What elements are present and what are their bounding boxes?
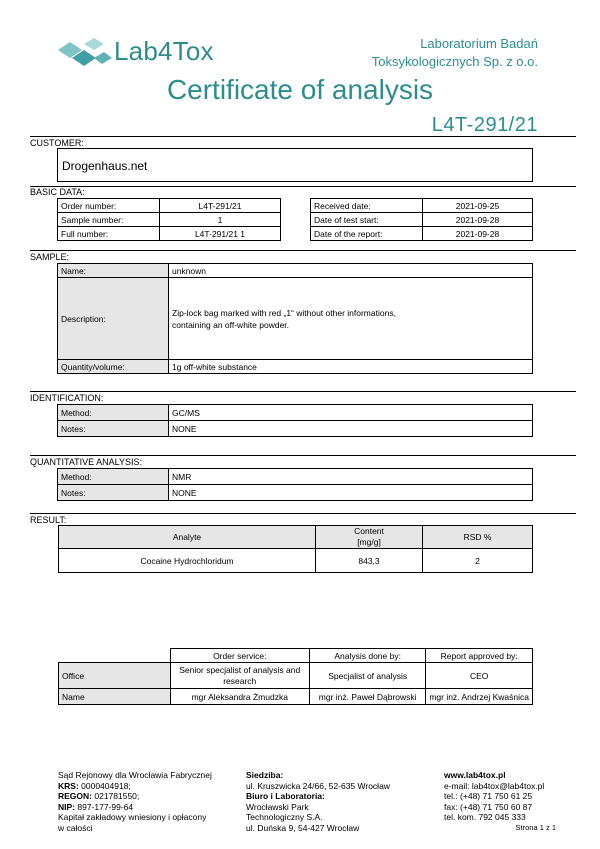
customer-name: Drogenhaus.net: [62, 159, 148, 173]
table-row: [58, 405, 533, 421]
name-label: Name: [59, 689, 171, 705]
lab-name-line1: Laboratorium Badań: [420, 36, 538, 51]
table-row: [58, 360, 533, 374]
sample-table: [57, 263, 533, 374]
table-row: [58, 469, 533, 485]
lab4tox-logo-icon: [56, 38, 114, 72]
siedziba-address: ul. Kruszwicka 24/66, 52-635 Wrocław: [246, 780, 390, 791]
table-row: [58, 199, 281, 213]
basic-data-heading: BASIC DATA:: [30, 187, 85, 197]
sample-description-label: Description:: [58, 278, 169, 360]
table-row: [58, 213, 281, 227]
office-label: Office: [59, 663, 171, 689]
table-row: [58, 264, 533, 278]
biuro-line1: Wrocławski Park: [246, 801, 309, 812]
name-analysis: mgr inż. Paweł Dąbrowski: [310, 689, 426, 705]
signatures-corner: [59, 649, 171, 663]
lab-name: [372, 35, 538, 71]
sample-description-value: [169, 278, 533, 360]
col-content-line2: [mg/g]: [357, 537, 381, 547]
name-approved: mgr inż. Andrzej Kwaśnica: [426, 689, 533, 705]
footer-company: [58, 770, 243, 833]
identification-method-value: GC/MS: [169, 405, 533, 421]
footer-capital-2: w całości: [58, 822, 93, 833]
identification-notes-value: NONE: [169, 421, 533, 437]
footer-regon: [58, 791, 243, 802]
col-content: [316, 526, 423, 549]
footer-nip: [58, 802, 243, 813]
page-number: Strona 1 z 1: [515, 822, 556, 832]
col-analysis-done: Analysis done by:: [310, 649, 426, 663]
full-number-label: Full number:: [58, 227, 160, 241]
identification-heading: IDENTIFICATION:: [30, 393, 104, 403]
footer-krs: [58, 781, 243, 792]
identification-table: [57, 404, 533, 437]
test-start-value: 2021-09-28: [423, 213, 533, 227]
office-order: [170, 663, 310, 689]
table-row: [59, 689, 533, 705]
col-report-approved: Report approved by:: [426, 649, 533, 663]
krs-value: 0000404918;: [78, 780, 131, 791]
received-date-value: 2021-09-25: [423, 199, 533, 213]
biuro-line3: ul. Duńska 9, 54-427 Wrocław: [246, 822, 360, 833]
sample-name-label: Name:: [58, 264, 169, 278]
regon-label: REGON:: [58, 791, 92, 801]
table-row: [59, 549, 533, 573]
report-date-label: Date of the report:: [311, 227, 423, 241]
quantity-value: 1g off-white substance: [169, 360, 533, 374]
description-line1: Zip-lock bag marked with red „1“ without other informations,: [172, 307, 396, 318]
col-content-line1: Content: [354, 526, 384, 536]
analyte-cell: Cocaine Hydrochloridum: [59, 549, 316, 573]
quantitative-table: [57, 468, 533, 501]
nip-value: 897-177-99-64: [75, 801, 134, 812]
sample-heading: SAMPLE:: [30, 252, 70, 262]
sample-name-value: unknown: [169, 264, 533, 278]
col-rsd: RSD %: [423, 526, 533, 549]
quantitative-method-label: Method:: [58, 469, 169, 485]
table-row: [59, 663, 533, 689]
basic-data-right-table: [310, 198, 533, 241]
order-number-value: L4T-291/21: [160, 199, 281, 213]
siedziba-label: Siedziba:: [246, 770, 284, 780]
footer-capital: Kapitał zakładowy wniesiony i opłacony: [58, 812, 207, 822]
page-title: Certificate of analysis: [166, 74, 434, 105]
footer-mobile-row: [444, 812, 564, 823]
quantitative-notes-label: Notes:: [58, 485, 169, 501]
office-analysis: Specjalist of analysis: [310, 663, 426, 689]
table-row: [311, 213, 533, 227]
report-date-value: 2021-09-28: [423, 227, 533, 241]
nip-label: NIP:: [58, 801, 75, 812]
table-row: [311, 199, 533, 213]
quantity-label: Quantity/volume:: [58, 360, 169, 374]
sample-number-value: 1: [160, 213, 281, 227]
identification-notes-label: Notes:: [58, 421, 169, 437]
table-row: [311, 227, 533, 241]
received-date-label: Received date:: [311, 199, 423, 213]
footer-mobile: tel. kom. 792 045 333: [444, 812, 526, 822]
identification-method-label: Method:: [58, 405, 169, 421]
col-order-service: Order service:: [170, 649, 310, 663]
quantitative-heading: QUANTITATIVE ANALYSIS:: [30, 457, 143, 467]
result-table: [58, 525, 533, 573]
quantitative-method-value: NMR: [169, 469, 533, 485]
table-header-row: [59, 526, 533, 549]
customer-heading: CUSTOMER:: [30, 138, 84, 148]
col-analyte: Analyte: [59, 526, 316, 549]
sample-number-label: Sample number:: [58, 213, 160, 227]
table-row: [58, 227, 281, 241]
biuro-line2: Technologiczny S.A.: [246, 812, 323, 822]
footer-address: [246, 770, 426, 833]
footer-fax: fax: (+48) 71 750 60 87: [444, 801, 533, 812]
logo-text: Lab4Tox: [114, 36, 214, 66]
footer-court: Sąd Rejonowy dla Wrocławia Fabrycznej: [58, 770, 212, 780]
rsd-cell: 2: [423, 549, 533, 573]
table-row: [58, 278, 533, 360]
table-row: [59, 649, 533, 663]
footer-website-link[interactable]: www.lab4tox.pl: [444, 770, 506, 780]
office-order-line1: Senior specjalist of analysis and: [179, 664, 301, 675]
full-number-value: L4T-291/21 1: [160, 227, 281, 241]
customer-box: [57, 148, 533, 182]
result-heading: RESULT:: [30, 515, 67, 525]
footer-email[interactable]: e-mail: lab4tox@lab4tox.pl: [444, 780, 545, 791]
table-row: [58, 485, 533, 501]
order-number-label: Order number:: [58, 199, 160, 213]
office-approved: CEO: [426, 663, 533, 689]
certificate-number: L4T-291/21: [431, 114, 538, 136]
test-start-label: Date of test start:: [311, 213, 423, 227]
content-cell: 843,3: [316, 549, 423, 573]
regon-value: 021781550;: [92, 791, 140, 801]
table-row: [58, 421, 533, 437]
signatures-table: [58, 648, 533, 705]
footer-phone: tel.: (+48) 71 750 61 25: [444, 791, 533, 801]
lab-name-line2: Toksykologicznych Sp. z o.o.: [371, 54, 538, 69]
name-order: mgr Aleksandra Żmudzka: [170, 689, 310, 705]
quantitative-notes-value: NONE: [169, 485, 533, 501]
krs-label: KRS:: [58, 780, 79, 791]
footer-contact: [444, 770, 564, 833]
description-line2: containing an off-white powder.: [172, 319, 290, 330]
basic-data-left-table: [57, 198, 281, 241]
office-order-line2: research: [223, 675, 257, 686]
biuro-label: Biuro i Laboratoria:: [246, 791, 325, 801]
